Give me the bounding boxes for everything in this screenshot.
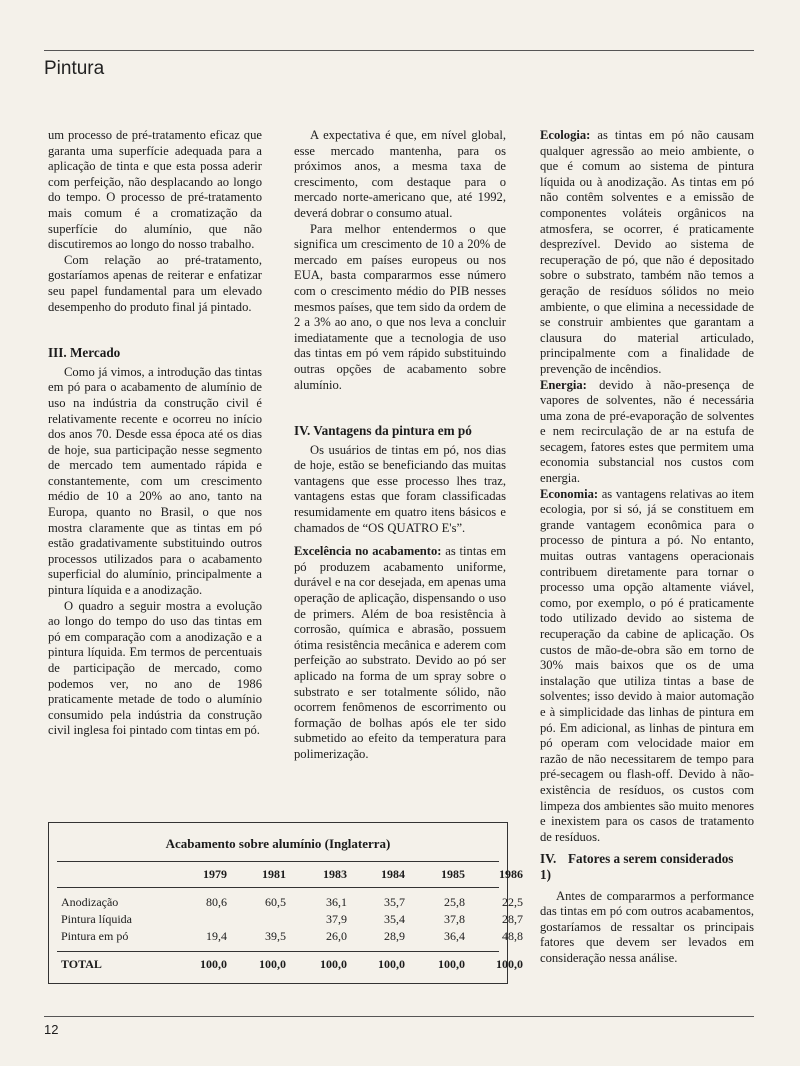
lead-excelencia: Excelência no acabamento: <box>294 544 442 559</box>
paragraph-ecologia <box>540 128 754 378</box>
row-label: Pintura líquida <box>61 912 132 926</box>
heading-vantagens: IV. Vantagens da pintura em pó <box>294 423 472 439</box>
paragraph-excelencia <box>294 544 506 762</box>
table-cell: 100,0 <box>320 957 347 971</box>
paragraph-text: as tintas em pó produzem acabamento uniforme, durável e na cor desejada, em apenas uma operação de aplicação, dispensando o uso de primers. Além de boa resistência à corrosão, química e abrasão, possuem ótima resistência mecânica e aderem com perfeição ao substrato. Devido ao pó ser aplicado na forma de um spray sobre o substrato e ser totalmente sólido, não ocorrem fenômenos de escorrimento ou formação de bolhas após ele ter sido submetido ao efeito da temperatura para polimerização. <box>294 544 506 761</box>
header-rule <box>44 50 754 51</box>
column-1 <box>48 128 262 739</box>
paragraph-text: as vantagens relativas ao item ecologia, por si só, já se constituem em grande vantagem econômica para o processo de pintura a pó. No entanto, muitas outras vantagens operacionais contribuem diretamente para tornar o processo uma opção altamente viável, como, por exemplo, o pó é praticamente todo utilizado devido ao sistema de recuperação da cabine de aplicação. Os custos de mão-de-obra são em torno de 30% mais baixos que os de uma instalação que utiliza tintas a base de solventes; isso devido à maior automação e à simplicidade das linhas de pintura em pó. Em adicional, as linhas de pintura em pó operam com velocidade maior em razão de não necessitarem de tempo para pré-secagem ou flash-off. Devido à não-existência de resíduos, os custos com limpeza dos ambientes são muito menores e inexistem para os casos de tratamento de resíduos. <box>540 486 754 844</box>
table-cell: 100,0 <box>438 957 465 971</box>
year-header: 1981 <box>262 867 286 881</box>
table-cell: 28,9 <box>384 929 405 943</box>
table-cell: 60,5 <box>265 895 286 909</box>
table-cell: 22,5 <box>502 895 523 909</box>
table-acabamento <box>48 822 523 984</box>
table-cell: 80,6 <box>206 895 227 909</box>
lead-energia: Energia: <box>540 377 587 392</box>
paragraph: Com relação ao pré-tratamento, gostaríamos apenas de reiterar e enfatizar seu papel fundamental para um elevado desempenho do produto final já pintado. <box>48 252 262 314</box>
year-header: 1985 <box>441 867 465 881</box>
heading-mercado: III. Mercado <box>48 345 121 361</box>
table-header-row <box>49 867 523 885</box>
subheading-number: IV. 1) <box>540 851 557 882</box>
table-title: Acabamento sobre alumínio (Inglaterra) <box>165 836 391 851</box>
table-cell: 37,9 <box>326 912 347 926</box>
page-number: 12 <box>44 1022 59 1037</box>
table-cell: 26,0 <box>326 929 347 943</box>
paragraph: um processo de pré-tratamento eficaz que garanta uma superfície adequada para a aplicação de tinta e que esta possa aderir com perfeição, não desplacando ao longo do tempo. O processo de pré-tratamento mais comum é a cromatização da superfície do alumínio, que não discutiremos ao longo do nosso trabalho. <box>48 128 262 252</box>
paragraph: Como já vimos, a introdução das tintas em pó para o acabamento de alumínio de uso na indústria da construção civil é relativamente recente e ocorreu no início dos anos 70. Desde essa época até os dias de hoje, sua participação nesse segmento de mercado tem aumentado rápida e constantemente, com um crescimento médio de 10 a 20% ao ano, tanto na Europa, quanto no Brasil, o que nos mostra claramente que as tintas em pó estão gradativamente substituindo outros processos utilizados para o acabamento superficial do alumínio, principalmente a pintura líquida e a anodização. <box>48 364 262 598</box>
footer-rule <box>44 1016 754 1017</box>
table-cell: 36,1 <box>326 895 347 909</box>
table-cell: 36,4 <box>444 929 465 943</box>
subheading-fatores <box>540 851 754 882</box>
paragraph: O quadro a seguir mostra a evolução ao longo do tempo do uso das tintas em pó em comparação com a anodização e a pintura líquida. Em termos de percentuais de participação de mercado, como podemos ver, no ano de 1986 praticamente metade de todo o alumínio consumido pela indústria da construção civil inglesa foi pintado com tintas em pó. <box>48 598 262 738</box>
year-header: 1979 <box>203 867 227 881</box>
paragraph: A expectativa é que, em nível global, esse mercado mantenha, para os próximos anos, a mesma taxa de crescimento, com destaque para o mercado norte-americano que, até 1992, deverá dobrar o consumo atual. <box>294 128 506 220</box>
lead-economia: Economia: <box>540 486 599 501</box>
subheading-title: Fatores a serem considerados <box>568 851 734 867</box>
table-cell: 19,4 <box>206 929 227 943</box>
table-divider <box>57 861 499 862</box>
paragraph: Para melhor entendermos o que significa um crescimento de 10 a 20% de mercado em países europeus ou nos EUA, basta compararmos esse número com o crescimento médio do PIB nesses mesmos países, que tem sido da ordem de 2 a 3% ao ano, o que nos leva a concluir imediatamente que a tecnologia de uso das tintas em pó vem rápido substituindo outras opções de acabamento sobre alumínio. <box>294 221 506 392</box>
year-header: 1983 <box>323 867 347 881</box>
table-divider <box>57 887 499 888</box>
column-2 <box>294 128 506 763</box>
table-row <box>49 895 523 913</box>
total-label: TOTAL <box>61 957 102 971</box>
paragraph-energia <box>540 378 754 487</box>
table-cell: 37,8 <box>444 912 465 926</box>
table-cell: 100,0 <box>378 957 405 971</box>
section-title: Pintura <box>44 58 105 79</box>
table-cell: 100,0 <box>496 957 523 971</box>
table-row <box>49 929 523 947</box>
row-label: Pintura em pó <box>61 929 129 943</box>
table-cell: 48,8 <box>502 929 523 943</box>
column-3 <box>540 128 754 966</box>
paragraph-text: devido à não-presença de vapores de solventes, não é necessária uma zona de pré-evaporação de solventes e nem recirculação de ar na estufa de secagem, fatores estes que permitem uma economia substancial nos custos com energia. <box>540 377 754 486</box>
table-cell: 39,5 <box>265 929 286 943</box>
paragraph: Antes de compararmos a performance das tintas em pó com outros acabamentos, gostaríamos de ressaltar os principais fatores que devem ser levados em consideração nessa análise. <box>540 888 754 965</box>
table-total-row <box>49 957 523 975</box>
table-divider <box>57 951 499 952</box>
table-cell: 35,7 <box>384 895 405 909</box>
year-header: 1986 <box>499 867 523 881</box>
table-cell: 28,7 <box>502 912 523 926</box>
table-cell: 35,4 <box>384 912 405 926</box>
table-cell: 100,0 <box>259 957 286 971</box>
table-row <box>49 912 523 930</box>
row-label: Anodização <box>61 895 119 909</box>
lead-ecologia: Ecologia: <box>540 128 591 142</box>
paragraph-economia <box>540 487 754 846</box>
year-header: 1984 <box>381 867 405 881</box>
paragraph-text: as tintas em pó não causam qualquer agressão ao meio ambiente, o que é comum ao sistema de pintura líquida ou à anodização. As tintas em pó não contêm solventes e a emissão de componentes voláteis orgânicos na atmosfera, se ocorrer, é praticamente desprezível. Devido ao sistema de recuperação de pó, que não é depositado sobre o substrato, também não temos a geração de resíduos sólidos no meio ambiente, o que elimina a necessidade de se construir ambientes que garantam a clausura do material articulado, principalmente com a finalidade de prevenção de incêndios. <box>540 128 754 376</box>
table-cell: 100,0 <box>200 957 227 971</box>
paragraph: Os usuários de tintas em pó, nos dias de hoje, estão se beneficiando das muitas vantagens que esse processo lhes traz, vantagens estas que foram classificadas resumidamente em quatro itens básicos e chamados de “OS QUATRO E's”. <box>294 442 506 535</box>
table-cell: 25,8 <box>444 895 465 909</box>
